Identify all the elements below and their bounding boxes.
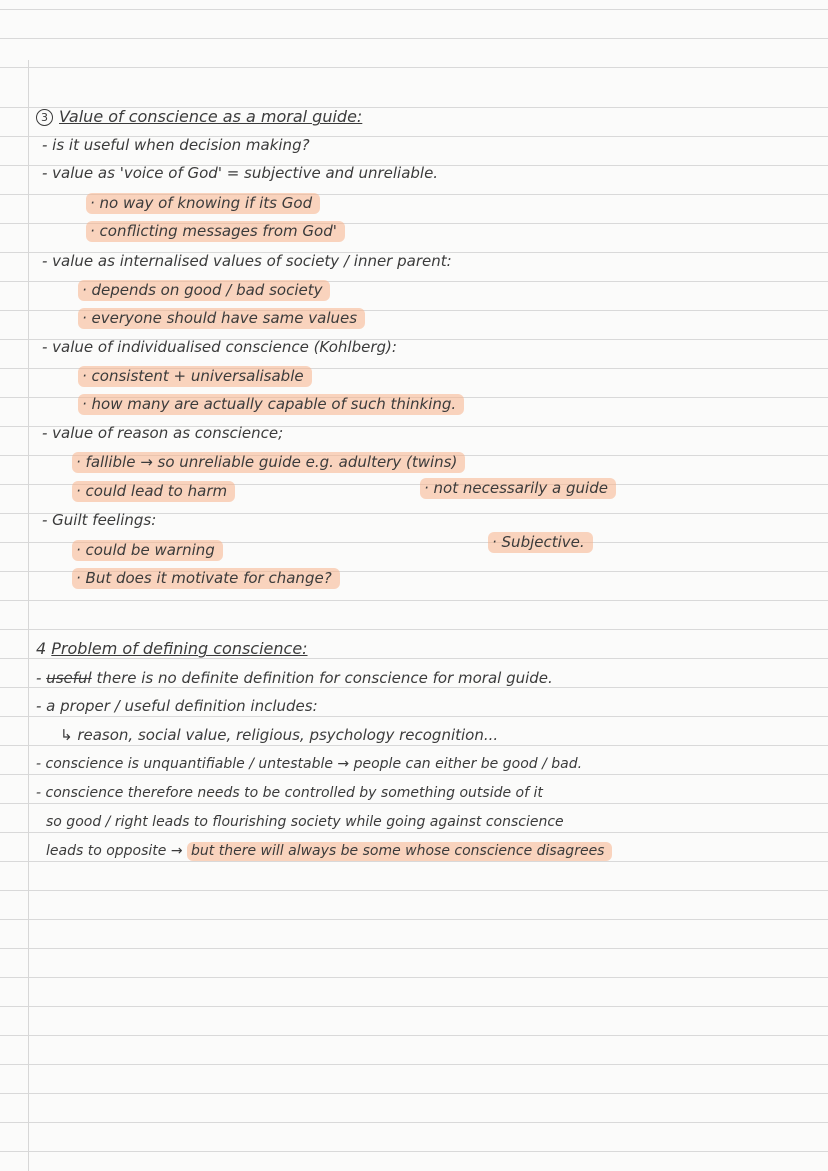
note-line: ↳ reason, social value, religious, psychology recognition... bbox=[60, 726, 499, 744]
note-line: - Guilt feelings: bbox=[42, 511, 157, 529]
struck-word: useful bbox=[46, 669, 92, 687]
note-line: - value of reason as conscience; bbox=[42, 424, 284, 442]
note-line: - value as internalised values of society / inner parent: bbox=[42, 252, 452, 270]
margin-line bbox=[28, 60, 29, 1171]
note-line-highlighted: · everyone should have same values bbox=[78, 309, 365, 327]
note-line-highlighted: · could lead to harm bbox=[72, 482, 235, 500]
section-3-heading bbox=[36, 108, 362, 126]
note-line: - value of individualised conscience (Kohlberg): bbox=[42, 338, 397, 356]
note-line: - a proper / useful definition includes: bbox=[36, 697, 318, 715]
note-line: so good / right leads to flourishing society while going against conscience bbox=[46, 814, 564, 830]
note-line-highlighted: · But does it motivate for change? bbox=[72, 569, 340, 587]
section-number-badge: 3 bbox=[36, 109, 53, 126]
note-line-highlighted: · conflicting messages from God' bbox=[86, 222, 345, 240]
note-line: - conscience therefore needs to be controlled by something outside of it bbox=[36, 785, 543, 801]
note-line: - conscience is unquantifiable / untestable → people can either be good / bad. bbox=[36, 756, 583, 772]
note-line-highlighted: · consistent + universalisable bbox=[78, 367, 312, 385]
note-line-highlighted: · could be warning bbox=[72, 541, 223, 559]
note-line-highlighted: · depends on good / bad society bbox=[78, 281, 330, 299]
section-number: 4 bbox=[36, 639, 47, 658]
note-line-highlighted: · not necessarily a guide bbox=[420, 479, 616, 497]
note-line: - useful there is no definite definition for conscience for moral guide. bbox=[36, 669, 553, 687]
section-3-title: Value of conscience as a moral guide: bbox=[59, 107, 363, 126]
section-4-heading bbox=[36, 640, 308, 658]
note-line-highlighted: · Subjective. bbox=[488, 533, 593, 551]
note-line: leads to opposite → but there will always be some whose conscience disagrees bbox=[46, 842, 612, 860]
note-line-highlighted: · fallible → so unreliable guide e.g. adultery (twins) bbox=[72, 453, 465, 471]
note-line: - value as 'voice of God' = subjective and unreliable. bbox=[42, 164, 439, 182]
section-4-title: Problem of defining conscience: bbox=[51, 639, 308, 658]
note-line-highlighted: · no way of knowing if its God bbox=[86, 194, 320, 212]
note-line: - is it useful when decision making? bbox=[42, 136, 310, 154]
note-line-highlighted: · how many are actually capable of such thinking. bbox=[78, 395, 464, 413]
